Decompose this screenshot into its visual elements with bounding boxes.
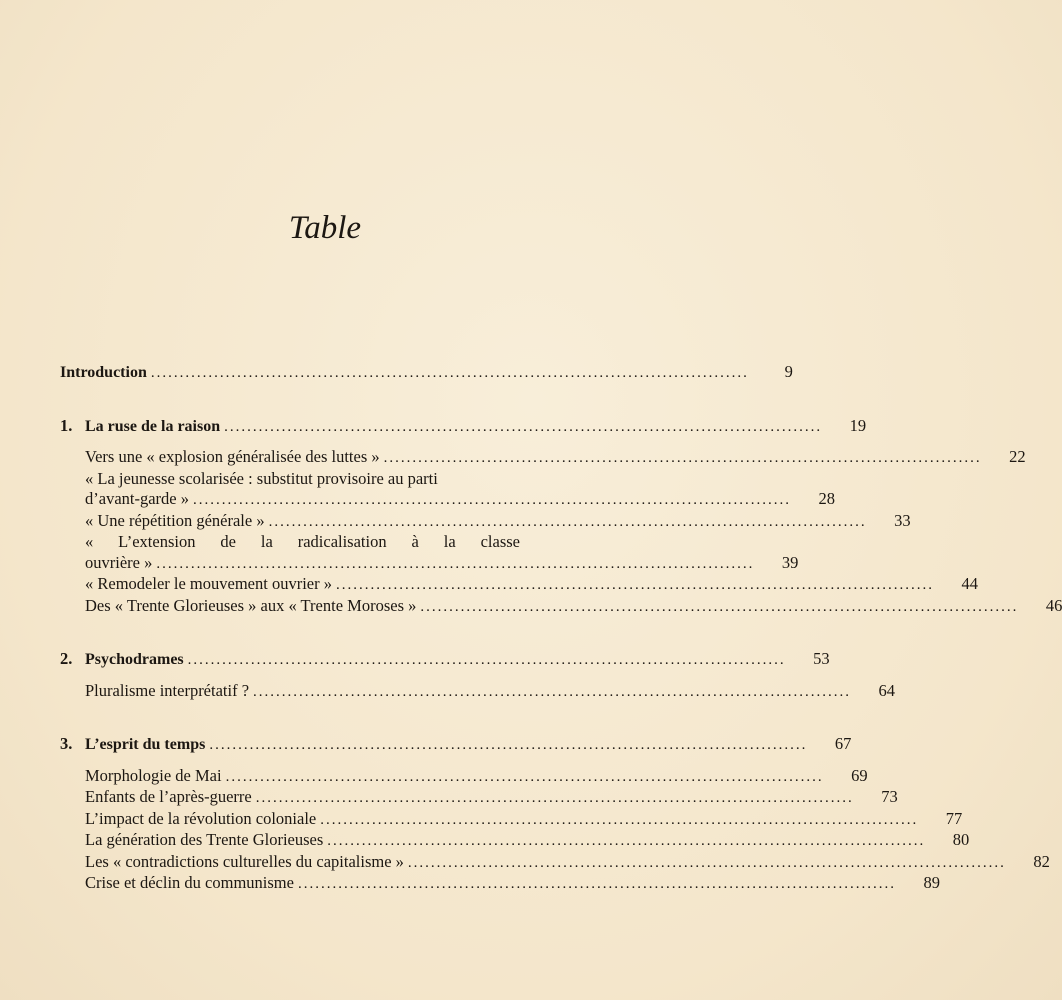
toc-page-number: 39 — [781, 552, 799, 572]
dot-leader: ........................................................................................................ — [383, 450, 982, 466]
toc-entry[interactable] — [60, 787, 898, 809]
toc-entry[interactable] — [60, 532, 799, 574]
table-of-contents — [60, 362, 1062, 895]
toc-page-number: 80 — [952, 830, 970, 849]
dot-leader: ........................................................................................................ — [327, 833, 926, 849]
toc-entry[interactable] — [60, 574, 978, 596]
toc-page-number: 28 — [818, 489, 835, 508]
dot-leader: ........................................................................................................ — [224, 418, 823, 435]
chapter-number: 3. — [60, 734, 73, 753]
toc-entry-label-line1: « La jeunesse scolarisée : substitut provisoire au parti — [85, 468, 438, 488]
toc-entry[interactable] — [60, 873, 940, 895]
toc-entry-label: ouvrière » — [85, 552, 153, 572]
toc-page-number: 33 — [894, 510, 911, 530]
toc-entry[interactable] — [60, 447, 1026, 469]
toc-entry-label-line1: « L’extension de la radicalisation à la classe — [85, 532, 520, 551]
toc-entry-label: Les « contradictions culturelles du capitalisme » — [85, 851, 404, 871]
dot-leader: ........................................................................................................ — [320, 811, 919, 828]
toc-page-number: 19 — [849, 415, 867, 435]
toc-entry[interactable] — [60, 510, 911, 533]
toc-entry[interactable] — [60, 468, 835, 511]
toc-page-number: 9 — [784, 362, 793, 381]
toc-page-number: 64 — [878, 680, 896, 700]
dot-leader: ........................................................................................................ — [156, 555, 755, 572]
toc-entry-label: La génération des Trente Glorieuses — [85, 830, 324, 849]
toc-entry-label: « Remodeler le mouvement ouvrier » — [85, 574, 332, 593]
toc-entry[interactable] — [60, 808, 963, 831]
toc-page-number: 22 — [1009, 447, 1026, 466]
toc-entry-label: Vers une « explosion généralisée des luttes » — [85, 447, 380, 466]
toc-entry-label: Enfants de l’après-guerre — [85, 787, 252, 806]
toc-page-number: 69 — [851, 765, 868, 785]
toc-entry-label: Des « Trente Glorieuses » aux « Trente Moroses » — [85, 595, 417, 615]
page-title: Table — [288, 210, 362, 246]
toc-entry[interactable] — [60, 851, 1050, 874]
chapter-number: 1. — [60, 415, 73, 435]
toc-page-number: 77 — [945, 808, 963, 828]
toc-page-number: 44 — [961, 574, 978, 593]
dot-leader: ........................................................................................................ — [255, 790, 854, 806]
toc-page-number: 53 — [813, 649, 830, 668]
toc-entry-label: Pluralisme interprétatif ? — [85, 680, 250, 700]
dot-leader: ........................................................................................................ — [335, 577, 934, 593]
dot-leader: ........................................................................................................ — [209, 737, 808, 753]
toc-page-number: 46 — [1045, 595, 1062, 615]
chapter-title: La ruse de la raison — [85, 417, 221, 435]
toc-chapter-3[interactable] — [60, 734, 852, 756]
toc-page-number: 82 — [1033, 851, 1050, 871]
toc-entry-label: L’impact de la révolution coloniale — [85, 808, 317, 828]
toc-entry-label: Introduction — [60, 364, 147, 381]
toc-entry-introduction[interactable] — [60, 362, 793, 384]
chapter-title: Psychodrames — [85, 651, 184, 668]
dot-leader: ........................................................................................................ — [193, 492, 791, 508]
toc-entry-label: Morphologie de Mai — [85, 765, 222, 785]
toc-entry[interactable] — [60, 595, 1062, 618]
dot-leader: ........................................................................................................ — [225, 768, 824, 785]
toc-entry[interactable] — [60, 830, 970, 852]
toc-entry[interactable] — [60, 765, 868, 788]
dot-leader: ........................................................................................................ — [150, 365, 749, 381]
toc-page-number: 67 — [834, 734, 852, 753]
dot-leader: ........................................................................................................ — [187, 652, 786, 668]
chapter-title: L’esprit du temps — [85, 736, 206, 753]
toc-entry-label: d’avant-garde » — [85, 489, 189, 508]
toc-entry-label: Crise et déclin du communisme — [85, 873, 294, 892]
dot-leader: ........................................................................................................ — [420, 598, 1019, 615]
toc-chapter-2[interactable] — [60, 649, 830, 671]
toc-chapter-1[interactable] — [60, 415, 867, 438]
toc-page-number: 73 — [881, 787, 898, 806]
toc-entry-label: « Une répétition générale » — [85, 510, 265, 530]
toc-page-number: 89 — [923, 873, 940, 892]
dot-leader: ........................................................................................................ — [407, 854, 1006, 871]
dot-leader: ........................................................................................................ — [268, 513, 867, 530]
dot-leader: ........................................................................................................ — [297, 876, 896, 892]
toc-entry[interactable] — [60, 680, 896, 703]
dot-leader: ........................................................................................................ — [253, 683, 852, 700]
chapter-number: 2. — [60, 649, 73, 668]
